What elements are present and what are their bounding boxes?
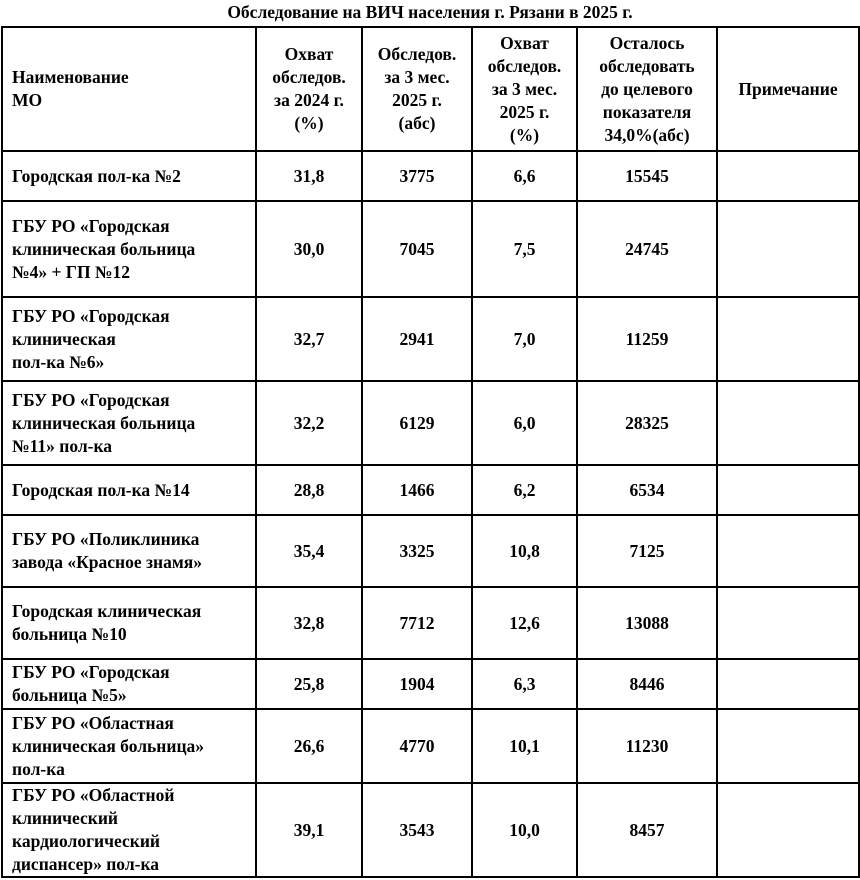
cell-name: ГБУ РО «Городская больница №5» <box>2 659 256 709</box>
cell-name: ГБУ РО «Областной клинический кардиологический диспансер» пол-ка <box>2 783 256 877</box>
cell-name: ГБУ РО «Поликлиника завода «Красное знамя» <box>2 515 256 587</box>
cell-coverage-3m-2025: 10,1 <box>472 709 577 783</box>
cell-note <box>717 297 859 381</box>
table-row <box>2 587 859 659</box>
cell-coverage-2024: 32,7 <box>256 297 362 381</box>
table-body <box>2 151 859 877</box>
cell-coverage-2024: 28,8 <box>256 465 362 515</box>
header-coverage-2024: Охват обследов. за 2024 г. (%) <box>256 27 362 151</box>
cell-name: Городская пол-ка №14 <box>2 465 256 515</box>
cell-examined-3m-2025: 3543 <box>362 783 472 877</box>
table-row <box>2 201 859 297</box>
cell-coverage-2024: 26,6 <box>256 709 362 783</box>
cell-remaining-to-target: 13088 <box>577 587 717 659</box>
cell-note <box>717 381 859 465</box>
cell-coverage-2024: 31,8 <box>256 151 362 201</box>
document-title: Обследование на ВИЧ населения г. Рязани в 2025 г. <box>227 2 633 22</box>
cell-remaining-to-target: 8457 <box>577 783 717 877</box>
cell-note <box>717 201 859 297</box>
cell-note <box>717 515 859 587</box>
cell-coverage-3m-2025: 6,3 <box>472 659 577 709</box>
cell-coverage-3m-2025: 6,2 <box>472 465 577 515</box>
cell-remaining-to-target: 6534 <box>577 465 717 515</box>
table-header-row <box>2 27 859 151</box>
table-row <box>2 381 859 465</box>
cell-coverage-2024: 30,0 <box>256 201 362 297</box>
cell-remaining-to-target: 8446 <box>577 659 717 709</box>
cell-note <box>717 659 859 709</box>
cell-examined-3m-2025: 4770 <box>362 709 472 783</box>
cell-coverage-3m-2025: 7,0 <box>472 297 577 381</box>
table-row <box>2 465 859 515</box>
cell-name: ГБУ РО «Городская клиническая больница №11» пол-ка <box>2 381 256 465</box>
header-examined-3m-2025: Обследов. за 3 мес. 2025 г. (абс) <box>362 27 472 151</box>
cell-note <box>717 465 859 515</box>
cell-note <box>717 709 859 783</box>
cell-remaining-to-target: 15545 <box>577 151 717 201</box>
cell-name: ГБУ РО «Городская клиническая больница №4» + ГП №12 <box>2 201 256 297</box>
table-row <box>2 709 859 783</box>
table-row <box>2 659 859 709</box>
table-row <box>2 151 859 201</box>
cell-note <box>717 587 859 659</box>
cell-remaining-to-target: 28325 <box>577 381 717 465</box>
cell-remaining-to-target: 7125 <box>577 515 717 587</box>
cell-coverage-3m-2025: 10,8 <box>472 515 577 587</box>
cell-name: ГБУ РО «Областная клиническая больница» пол-ка <box>2 709 256 783</box>
header-note: Примечание <box>717 27 859 151</box>
table-row <box>2 515 859 587</box>
table-row <box>2 297 859 381</box>
cell-coverage-2024: 39,1 <box>256 783 362 877</box>
cell-coverage-3m-2025: 6,0 <box>472 381 577 465</box>
cell-name: Городская клиническая больница №10 <box>2 587 256 659</box>
header-remaining-to-target: Осталось обследовать до целевого показателя 34,0%(абс) <box>577 27 717 151</box>
cell-coverage-3m-2025: 7,5 <box>472 201 577 297</box>
cell-coverage-2024: 32,8 <box>256 587 362 659</box>
cell-coverage-2024: 32,2 <box>256 381 362 465</box>
cell-coverage-3m-2025: 12,6 <box>472 587 577 659</box>
cell-examined-3m-2025: 3325 <box>362 515 472 587</box>
cell-note <box>717 783 859 877</box>
cell-examined-3m-2025: 6129 <box>362 381 472 465</box>
hiv-testing-table <box>1 26 860 878</box>
cell-examined-3m-2025: 1466 <box>362 465 472 515</box>
table-row <box>2 783 859 877</box>
cell-remaining-to-target: 24745 <box>577 201 717 297</box>
cell-examined-3m-2025: 3775 <box>362 151 472 201</box>
cell-remaining-to-target: 11230 <box>577 709 717 783</box>
cell-examined-3m-2025: 7045 <box>362 201 472 297</box>
cell-remaining-to-target: 11259 <box>577 297 717 381</box>
cell-examined-3m-2025: 7712 <box>362 587 472 659</box>
cell-coverage-2024: 35,4 <box>256 515 362 587</box>
header-name: Наименование МО <box>2 27 256 151</box>
cell-name: Городская пол-ка №2 <box>2 151 256 201</box>
cell-name: ГБУ РО «Городская клиническая пол-ка №6» <box>2 297 256 381</box>
cell-note <box>717 151 859 201</box>
cell-examined-3m-2025: 2941 <box>362 297 472 381</box>
cell-coverage-3m-2025: 6,6 <box>472 151 577 201</box>
cell-coverage-3m-2025: 10,0 <box>472 783 577 877</box>
cell-coverage-2024: 25,8 <box>256 659 362 709</box>
cell-examined-3m-2025: 1904 <box>362 659 472 709</box>
header-coverage-3m-2025: Охват обследов. за 3 мес. 2025 г. (%) <box>472 27 577 151</box>
